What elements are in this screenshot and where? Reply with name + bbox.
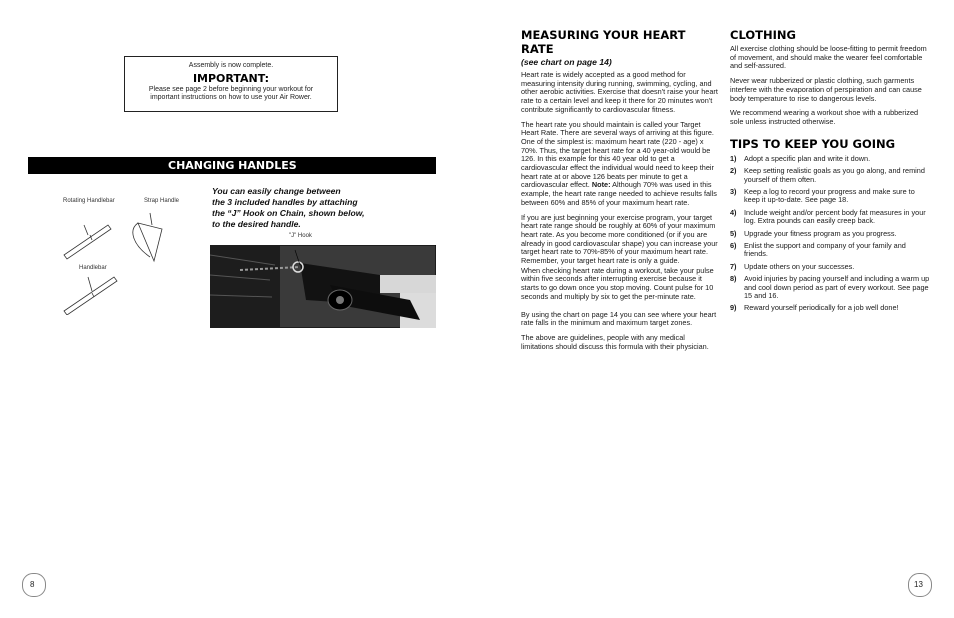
tip-number: 1) [730, 153, 737, 163]
important-box [124, 56, 338, 112]
tip-item [730, 188, 930, 205]
tip-text: Reward yourself periodically for a job well done! [744, 303, 899, 313]
tip-number: 6) [730, 240, 737, 250]
measuring-paragraph-3: If you are just beginning your exercise program, your target heart rate range should be roughly at 60% of your maximum heart rate. As you become more conditioned (or if you are already in good cardiovascular shape) you can increase your target heart rate to 70%-85% of your maximum heart rate. Remember, your target heart rate is only a guide. [521, 212, 718, 266]
tip-text: Enlist the support and company of your family and friends. [744, 240, 906, 259]
tip-item [730, 275, 930, 301]
measuring-subtitle: (see chart on page 14) [521, 57, 612, 67]
clothing-title: CLOTHING [730, 28, 796, 42]
tip-text: Upgrade your fitness program as you progress. [744, 228, 897, 238]
handles-illustration [58, 205, 198, 315]
tip-text: Include weight and/or percent body fat measures in your log. Extra pounds can easily creep back. [744, 207, 926, 226]
tip-item [730, 155, 930, 164]
tip-item [730, 230, 930, 239]
tip-item [730, 304, 930, 313]
tip-number: 2) [730, 165, 737, 175]
clothing-paragraph-3: We recommend wearing a workout shoe with a rubberized sole unless instructed otherwise. [730, 108, 919, 126]
label-strap-handle: Strap Handle [144, 198, 180, 204]
j-hook-photo [210, 245, 436, 328]
measuring-column [521, 28, 718, 357]
tip-number: 7) [730, 261, 737, 271]
clothing-tips-column [730, 28, 930, 317]
measuring-paragraph-6: The above are guidelines, people with any medical limitations should discuss this formula with their physician. [521, 332, 709, 351]
measuring-paragraph-4: When checking heart rate during a workout, take your pulse within five seconds after interrupting exercise because it starts to go down once you stop moving. Count pulse for 10 seconds and multiply by six to get the per-minute rate. [521, 265, 714, 301]
instruction-line-1: You can easily change between [212, 186, 341, 196]
measuring-title: MEASURING YOUR HEART RATE [521, 28, 686, 56]
tip-item [730, 242, 930, 259]
important-title: IMPORTANT: [192, 71, 270, 85]
tips-list [730, 155, 930, 314]
tip-item [730, 209, 930, 226]
straight-handlebar-icon [64, 277, 117, 315]
handle-instructions [212, 186, 407, 230]
assembly-complete-text: Assembly is now complete. [188, 62, 274, 69]
strap-handle-icon [133, 213, 162, 261]
tip-number: 3) [730, 186, 737, 196]
label-j-hook: "J" Hook [289, 233, 312, 239]
tip-text: Keep setting realistic goals as you go along, and remind yourself of them often. [744, 165, 925, 184]
page-number-right-text: 13 [914, 580, 923, 589]
section-title: CHANGING HANDLES [168, 159, 297, 172]
tip-item [730, 167, 930, 184]
page-number-right [908, 573, 932, 597]
clothing-paragraph-2: Never wear rubberized or plastic clothing, such garments interfere with the evaporation of perspiration and can cause body temperature to rise to dangerous levels. [730, 76, 922, 103]
tip-number: 9) [730, 303, 737, 313]
section-bar-changing-handles [28, 157, 436, 174]
tip-number: 4) [730, 207, 737, 217]
page-number-left [22, 573, 46, 597]
label-handlebar: Handlebar [79, 265, 107, 271]
important-line-1: Please see page 2 before beginning your workout for [148, 85, 314, 93]
measuring-paragraph-2a: The heart rate you should maintain is called your Target Heart Rate. There are several ways of arriving at this figure. One of the simplest is: maximum heart rate (220 - age) x 70%. Thus, the target heart rate for a 40 year-old would be 126. In this example for this 40 year old to get a cardiovascular effect the individual would need to keep their heart rate at or above 126 beats per minute to get a cardiovascular effect. [521, 119, 714, 190]
measuring-paragraph-2 [521, 121, 718, 208]
tip-text: Keep a log to record your progress and make sure to keep it up-to-date. See page 18. [744, 186, 915, 205]
rotating-handlebar-icon [64, 225, 111, 259]
measuring-paragraph-1: Heart rate is widely accepted as a good method for measuring intensity during running, swimming, cycling, and other aerobic activities. Exercise that doesn't raise your heart rate to a certain level and keep it there for 20 minutes won't contribute significantly to cardiovascular fitness. [521, 70, 718, 114]
tip-number: 8) [730, 273, 737, 283]
measuring-paragraph-5: By using the chart on page 14 you can see where your heart rate falls in the minimum and maximum target zones. [521, 309, 717, 328]
tip-text: Avoid injuries by pacing yourself and including a warm up and cool down period as part of every workout. See page 15 and 16. [744, 273, 930, 301]
clothing-paragraph-1: All exercise clothing should be loose-fitting to permit freedom of movement, and should make the wearer feel comfortable and self-assured. [730, 44, 927, 71]
page-number-left-text: 8 [30, 580, 35, 589]
instruction-line-4: to the desired handle. [212, 219, 301, 229]
label-rotating-handlebar: Rotating Handlebar [63, 198, 115, 204]
note-label: Note: [591, 180, 611, 190]
tip-item [730, 263, 930, 272]
tip-number: 5) [730, 228, 737, 238]
measuring-paragraph-2b: Although 70% was used in this example, the heart rate range needed to achieve results falls between 60% and 85% of your maximum heart rate. [521, 180, 717, 207]
important-line-2: important instructions on how to use your Air Rower. [150, 94, 312, 102]
tips-title: TIPS TO KEEP YOU GOING [730, 136, 896, 151]
instruction-line-3: the “J” Hook on Chain, shown below, [212, 208, 365, 218]
tip-text: Update others on your successes. [744, 261, 855, 271]
instruction-line-2: the 3 included handles by attaching [212, 197, 358, 207]
tip-text: Adopt a specific plan and write it down. [744, 153, 871, 163]
